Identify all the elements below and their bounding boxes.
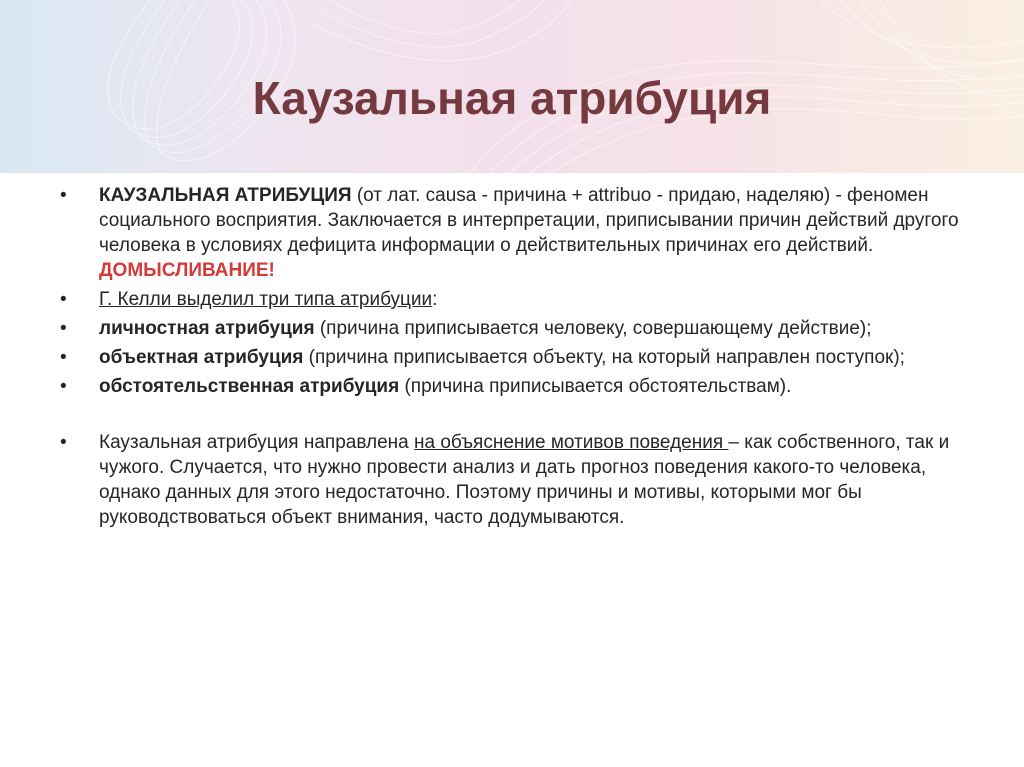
list-item xyxy=(60,430,960,530)
item-term: личностная атрибуция xyxy=(99,318,315,339)
slide-content xyxy=(60,183,960,530)
list-item xyxy=(60,374,960,399)
item-text: (причина приписывается человеку, совершающему действие); xyxy=(314,318,872,339)
slide-title: Каузальная атрибуция xyxy=(252,72,772,124)
item-term: объектная атрибуция xyxy=(99,347,304,368)
header-band xyxy=(0,0,1024,173)
item-emphasis: ДОМЫСЛИВАНИЕ! xyxy=(99,260,275,281)
item-text: (от лат. causa - причина + attribuo - придаю, наделяю) - феномен социального восприятия. Заключается в интерпретации, приписывании причин действий другого человека в условиях дефицита информации о действительных причинах его действий. xyxy=(99,185,959,256)
item-text: : xyxy=(432,289,438,310)
item-text: Каузальная атрибуция направлена xyxy=(99,432,415,453)
bullet-list xyxy=(60,183,960,530)
list-item xyxy=(60,183,960,283)
item-underlined: на объяснение мотивов поведения xyxy=(414,432,729,453)
list-item xyxy=(60,287,960,312)
bullet-icon: • xyxy=(60,185,67,206)
bullet-icon: • xyxy=(60,376,67,397)
list-item xyxy=(60,316,960,341)
bullet-icon: • xyxy=(60,289,67,310)
list-item xyxy=(60,345,960,370)
item-term: обстоятельственная атрибуция xyxy=(99,376,400,397)
item-text: (причина приписывается обстоятельствам). xyxy=(399,376,792,397)
item-text: (причина приписывается объекту, на который направлен поступок); xyxy=(303,347,905,368)
bullet-icon: • xyxy=(60,347,67,368)
item-text: – как собственного, так и чужого. Случается, что нужно провести анализ и дать прогноз поведения какого-то человека, однако данных для этого недостаточно. Поэтому причины и мотивы, которыми мог бы руководствоваться объект внимания, часто додумываются. xyxy=(99,432,950,528)
bullet-icon: • xyxy=(60,318,67,339)
item-underlined: Г. Келли выделил три типа атрибуции xyxy=(99,289,433,310)
item-term: КАУЗАЛЬНАЯ АТРИБУЦИЯ xyxy=(99,185,352,206)
bullet-icon: • xyxy=(60,432,67,453)
